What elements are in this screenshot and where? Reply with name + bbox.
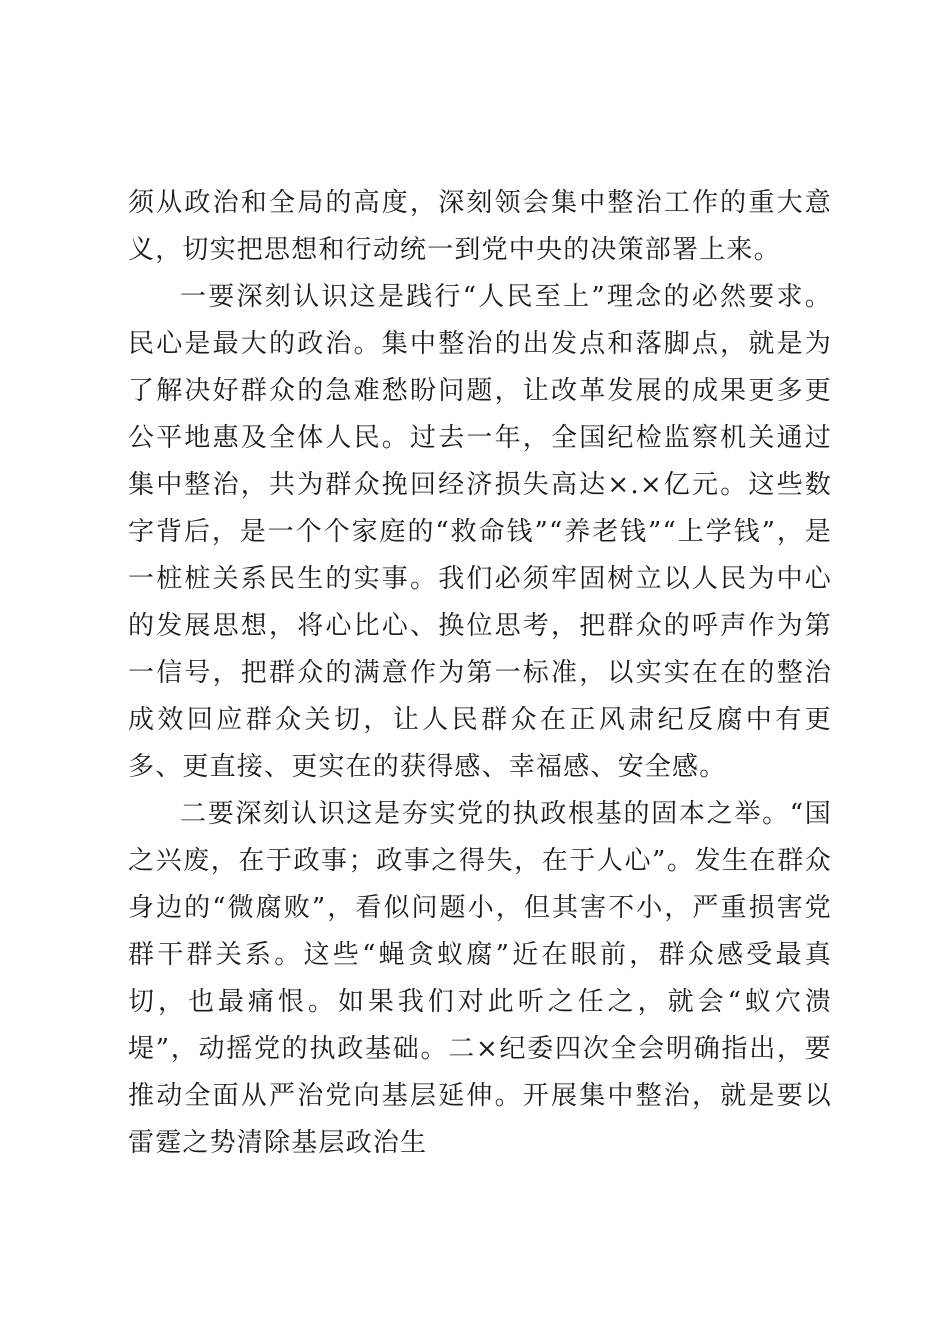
document-body <box>128 180 832 1167</box>
paragraph-governance-foundation: 二要深刻认识这是夯实党的执政根基的固本之举。“国之兴废，在于政事；政事之得失，在于人心”。发生在群众身边的“微腐败”，看似问题小，但其害不小，严重损害党群干群关系。这些“蝇贪蚁腐”近在眼前，群众感受最真切，也最痛恨。如果我们对此听之任之，就会“蚁穴溃堤”，动摇党的执政基础。二×纪委四次全会明确指出，要推动全面从严治党向基层延伸。开展集中整治，就是要以雷霆之势清除基层政治生 <box>128 799 832 1158</box>
paragraph-people-first: 一要深刻认识这是践行“人民至上”理念的必然要求。民心是最大的政治。集中整治的出发点和落脚点，就是为了解决好群众的急难愁盼问题，让改革发展的成果更多更公平地惠及全体人民。过去一年，全国纪检监察机关通过集中整治，共为群众挽回经济损失高达×.×亿元。这些数字背后，是一个个家庭的“救命钱”“养老钱”“上学钱”，是一桩桩关系民生的实事。我们必须牢固树立以人民为中心的发展思想，将心比心、换位思考，把群众的呼声作为第一信号，把群众的满意作为第一标准，以实实在在的整治成效回应群众关切，让人民群众在正风肃纪反腐中有更多、更直接、更实在的获得感、幸福感、安全感。 <box>128 282 832 782</box>
paragraph-continuation: 须从政治和全局的高度，深刻领会集中整治工作的重大意义，切实把思想和行动统一到党中央的决策部署上来。 <box>128 188 832 265</box>
